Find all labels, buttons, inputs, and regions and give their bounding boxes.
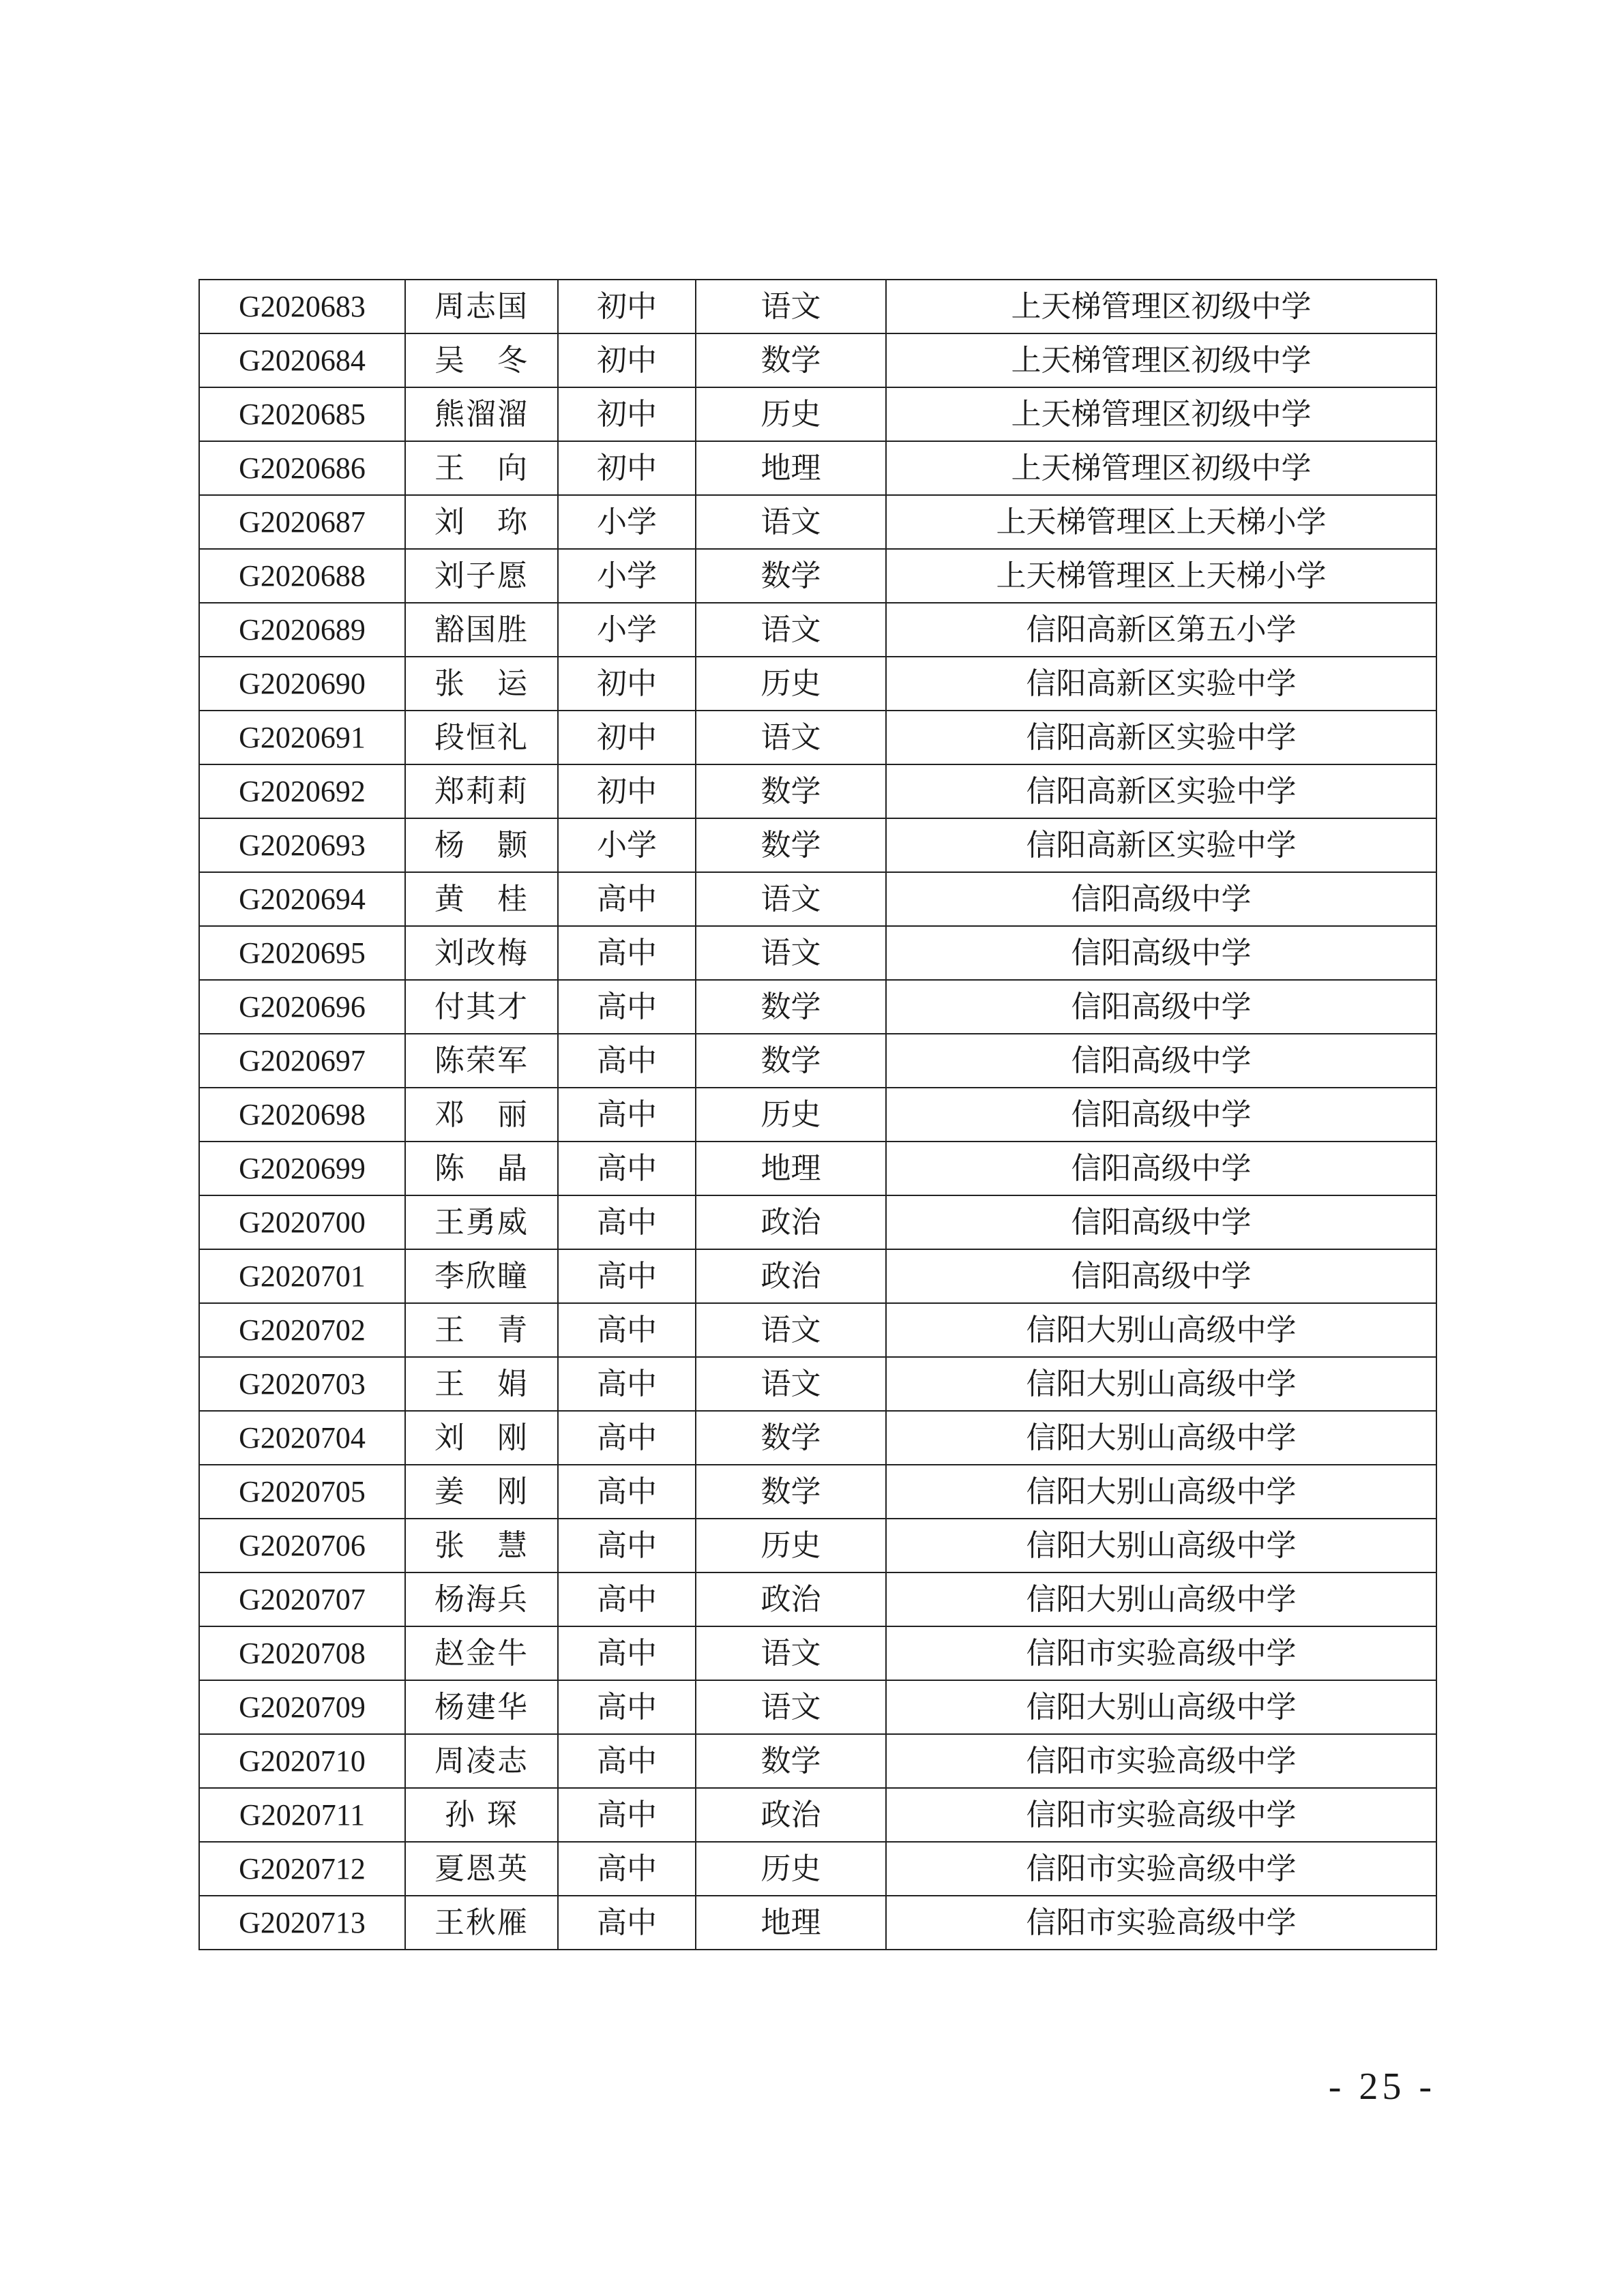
table-row [199, 1249, 1436, 1303]
teacher-name-cell: 夏恩英 [405, 1842, 558, 1896]
teacher-code-cell: G2020683 [199, 280, 405, 333]
table-row [199, 1088, 1436, 1142]
teacher-code-cell: G2020713 [199, 1896, 405, 1950]
teacher-code-cell: G2020707 [199, 1572, 405, 1626]
teacher-name-cell: 陈荣军 [405, 1034, 558, 1088]
teacher-code-cell: G2020689 [199, 603, 405, 657]
subject-cell: 数学 [696, 1034, 886, 1088]
teacher-name-cell: 刘改梅 [405, 926, 558, 980]
teacher-name-cell: 张 慧 [405, 1519, 558, 1572]
teacher-name-cell: 王勇威 [405, 1195, 558, 1249]
table-row [199, 1626, 1436, 1680]
table-row [199, 603, 1436, 657]
teacher-name-cell: 周志国 [405, 280, 558, 333]
teacher-code-cell: G2020700 [199, 1195, 405, 1249]
subject-cell: 数学 [696, 980, 886, 1034]
teacher-name-cell: 刘子愿 [405, 549, 558, 603]
school-level-cell: 高中 [558, 1142, 696, 1195]
teacher-name-cell: 孙 琛 [405, 1788, 558, 1842]
teacher-code-cell: G2020698 [199, 1088, 405, 1142]
teacher-code-cell: G2020712 [199, 1842, 405, 1896]
school-name-cell: 信阳大别山高级中学 [886, 1465, 1436, 1519]
table-row [199, 1680, 1436, 1734]
subject-cell: 历史 [696, 657, 886, 711]
table-row [199, 1142, 1436, 1195]
table-row [199, 441, 1436, 495]
teacher-code-cell: G2020688 [199, 549, 405, 603]
teacher-name-cell: 豁国胜 [405, 603, 558, 657]
subject-cell: 语文 [696, 1680, 886, 1734]
teacher-code-cell: G2020695 [199, 926, 405, 980]
school-name-cell: 信阳市实验高级中学 [886, 1896, 1436, 1950]
school-level-cell: 初中 [558, 764, 696, 818]
subject-cell: 政治 [696, 1572, 886, 1626]
subject-cell: 语文 [696, 926, 886, 980]
subject-cell: 数学 [696, 764, 886, 818]
subject-cell: 历史 [696, 1842, 886, 1896]
school-level-cell: 高中 [558, 1088, 696, 1142]
subject-cell: 政治 [696, 1195, 886, 1249]
teacher-code-cell: G2020693 [199, 818, 405, 872]
school-level-cell: 高中 [558, 1896, 696, 1950]
table-row [199, 1572, 1436, 1626]
school-level-cell: 高中 [558, 872, 696, 926]
subject-cell: 数学 [696, 1734, 886, 1788]
school-name-cell: 信阳高新区实验中学 [886, 818, 1436, 872]
teacher-name-cell: 王 向 [405, 441, 558, 495]
school-name-cell: 上天梯管理区初级中学 [886, 280, 1436, 333]
roster-table [198, 279, 1437, 1950]
teacher-name-cell: 杨建华 [405, 1680, 558, 1734]
school-name-cell: 信阳高级中学 [886, 1142, 1436, 1195]
teacher-code-cell: G2020694 [199, 872, 405, 926]
school-name-cell: 信阳大别山高级中学 [886, 1357, 1436, 1411]
teacher-code-cell: G2020709 [199, 1680, 405, 1734]
school-level-cell: 初中 [558, 387, 696, 441]
school-name-cell: 信阳大别山高级中学 [886, 1303, 1436, 1357]
subject-cell: 历史 [696, 1088, 886, 1142]
subject-cell: 数学 [696, 1411, 886, 1465]
teacher-name-cell: 张 运 [405, 657, 558, 711]
teacher-name-cell: 赵金牛 [405, 1626, 558, 1680]
subject-cell: 历史 [696, 387, 886, 441]
teacher-name-cell: 王秋雁 [405, 1896, 558, 1950]
school-level-cell: 高中 [558, 1626, 696, 1680]
teacher-code-cell: G2020702 [199, 1303, 405, 1357]
school-level-cell: 高中 [558, 1842, 696, 1896]
table-row [199, 549, 1436, 603]
school-level-cell: 高中 [558, 926, 696, 980]
subject-cell: 地理 [696, 441, 886, 495]
subject-cell: 语文 [696, 280, 886, 333]
table-row [199, 333, 1436, 387]
teacher-code-cell: G2020687 [199, 495, 405, 549]
teacher-code-cell: G2020686 [199, 441, 405, 495]
teacher-code-cell: G2020696 [199, 980, 405, 1034]
subject-cell: 语文 [696, 603, 886, 657]
school-name-cell: 信阳高级中学 [886, 872, 1436, 926]
school-name-cell: 信阳高级中学 [886, 1195, 1436, 1249]
school-name-cell: 上天梯管理区初级中学 [886, 441, 1436, 495]
school-level-cell: 高中 [558, 1034, 696, 1088]
school-name-cell: 上天梯管理区初级中学 [886, 387, 1436, 441]
school-level-cell: 高中 [558, 1572, 696, 1626]
teacher-name-cell: 周凌志 [405, 1734, 558, 1788]
teacher-code-cell: G2020708 [199, 1626, 405, 1680]
teacher-code-cell: G2020692 [199, 764, 405, 818]
table-row [199, 1195, 1436, 1249]
teacher-name-cell: 杨 颢 [405, 818, 558, 872]
table-row [199, 711, 1436, 764]
subject-cell: 政治 [696, 1249, 886, 1303]
teacher-name-cell: 吴 冬 [405, 333, 558, 387]
table-row [199, 1519, 1436, 1572]
school-level-cell: 高中 [558, 1195, 696, 1249]
teacher-code-cell: G2020705 [199, 1465, 405, 1519]
school-level-cell: 高中 [558, 1249, 696, 1303]
subject-cell: 语文 [696, 872, 886, 926]
table-row [199, 1788, 1436, 1842]
teacher-name-cell: 李欣瞳 [405, 1249, 558, 1303]
school-name-cell: 信阳市实验高级中学 [886, 1734, 1436, 1788]
school-name-cell: 信阳大别山高级中学 [886, 1572, 1436, 1626]
subject-cell: 数学 [696, 549, 886, 603]
teacher-code-cell: G2020684 [199, 333, 405, 387]
teacher-code-cell: G2020697 [199, 1034, 405, 1088]
teacher-code-cell: G2020699 [199, 1142, 405, 1195]
table-row [199, 872, 1436, 926]
school-level-cell: 高中 [558, 1519, 696, 1572]
teacher-code-cell: G2020685 [199, 387, 405, 441]
teacher-code-cell: G2020703 [199, 1357, 405, 1411]
table-row [199, 1411, 1436, 1465]
school-level-cell: 初中 [558, 711, 696, 764]
table-row [199, 1465, 1436, 1519]
school-name-cell: 信阳高级中学 [886, 1034, 1436, 1088]
page-number: - 25 - [1328, 2066, 1436, 2108]
teacher-code-cell: G2020711 [199, 1788, 405, 1842]
school-name-cell: 信阳大别山高级中学 [886, 1680, 1436, 1734]
school-name-cell: 信阳高级中学 [886, 1088, 1436, 1142]
school-level-cell: 小学 [558, 603, 696, 657]
teacher-name-cell: 黄 桂 [405, 872, 558, 926]
school-name-cell: 信阳市实验高级中学 [886, 1626, 1436, 1680]
school-name-cell: 信阳大别山高级中学 [886, 1411, 1436, 1465]
table-row [199, 495, 1436, 549]
teacher-code-cell: G2020706 [199, 1519, 405, 1572]
school-level-cell: 高中 [558, 1303, 696, 1357]
teacher-name-cell: 熊溜溜 [405, 387, 558, 441]
table-row [199, 1034, 1436, 1088]
teacher-name-cell: 王 娟 [405, 1357, 558, 1411]
school-name-cell: 信阳高新区实验中学 [886, 764, 1436, 818]
subject-cell: 地理 [696, 1142, 886, 1195]
school-name-cell: 信阳高新区第五小学 [886, 603, 1436, 657]
school-level-cell: 高中 [558, 980, 696, 1034]
school-name-cell: 信阳市实验高级中学 [886, 1842, 1436, 1896]
school-name-cell: 上天梯管理区上天梯小学 [886, 495, 1436, 549]
teacher-name-cell: 邓 丽 [405, 1088, 558, 1142]
table-row [199, 1842, 1436, 1896]
school-name-cell: 信阳高新区实验中学 [886, 711, 1436, 764]
subject-cell: 语文 [696, 495, 886, 549]
school-name-cell: 信阳高新区实验中学 [886, 657, 1436, 711]
school-level-cell: 小学 [558, 549, 696, 603]
teacher-name-cell: 段恒礼 [405, 711, 558, 764]
teacher-name-cell: 姜 刚 [405, 1465, 558, 1519]
school-level-cell: 高中 [558, 1680, 696, 1734]
subject-cell: 数学 [696, 333, 886, 387]
subject-cell: 语文 [696, 711, 886, 764]
teacher-name-cell: 刘 珎 [405, 495, 558, 549]
school-level-cell: 小学 [558, 818, 696, 872]
teacher-name-cell: 付其才 [405, 980, 558, 1034]
school-name-cell: 上天梯管理区上天梯小学 [886, 549, 1436, 603]
subject-cell: 语文 [696, 1357, 886, 1411]
school-name-cell: 信阳高级中学 [886, 926, 1436, 980]
table-row [199, 1896, 1436, 1950]
table-row [199, 280, 1436, 333]
subject-cell: 数学 [696, 1465, 886, 1519]
table-row [199, 387, 1436, 441]
table-row [199, 657, 1436, 711]
school-level-cell: 初中 [558, 280, 696, 333]
table-row [199, 1734, 1436, 1788]
school-name-cell: 上天梯管理区初级中学 [886, 333, 1436, 387]
subject-cell: 政治 [696, 1788, 886, 1842]
school-name-cell: 信阳大别山高级中学 [886, 1519, 1436, 1572]
school-level-cell: 高中 [558, 1465, 696, 1519]
roster-table-body [199, 280, 1436, 1950]
subject-cell: 语文 [696, 1303, 886, 1357]
teacher-code-cell: G2020701 [199, 1249, 405, 1303]
school-level-cell: 高中 [558, 1411, 696, 1465]
school-name-cell: 信阳市实验高级中学 [886, 1788, 1436, 1842]
teacher-code-cell: G2020704 [199, 1411, 405, 1465]
teacher-name-cell: 陈 晶 [405, 1142, 558, 1195]
table-row [199, 1303, 1436, 1357]
teacher-name-cell: 郑莉莉 [405, 764, 558, 818]
subject-cell: 地理 [696, 1896, 886, 1950]
table-row [199, 926, 1436, 980]
school-name-cell: 信阳高级中学 [886, 1249, 1436, 1303]
school-level-cell: 初中 [558, 333, 696, 387]
subject-cell: 历史 [696, 1519, 886, 1572]
table-row [199, 764, 1436, 818]
school-level-cell: 初中 [558, 441, 696, 495]
table-row [199, 980, 1436, 1034]
subject-cell: 数学 [696, 818, 886, 872]
school-level-cell: 高中 [558, 1734, 696, 1788]
school-level-cell: 高中 [558, 1788, 696, 1842]
teacher-code-cell: G2020691 [199, 711, 405, 764]
teacher-code-cell: G2020710 [199, 1734, 405, 1788]
teacher-name-cell: 刘 刚 [405, 1411, 558, 1465]
teacher-code-cell: G2020690 [199, 657, 405, 711]
table-row [199, 818, 1436, 872]
school-level-cell: 初中 [558, 657, 696, 711]
teacher-name-cell: 杨海兵 [405, 1572, 558, 1626]
school-name-cell: 信阳高级中学 [886, 980, 1436, 1034]
table-row [199, 1357, 1436, 1411]
subject-cell: 语文 [696, 1626, 886, 1680]
teacher-name-cell: 王 青 [405, 1303, 558, 1357]
school-level-cell: 小学 [558, 495, 696, 549]
school-level-cell: 高中 [558, 1357, 696, 1411]
